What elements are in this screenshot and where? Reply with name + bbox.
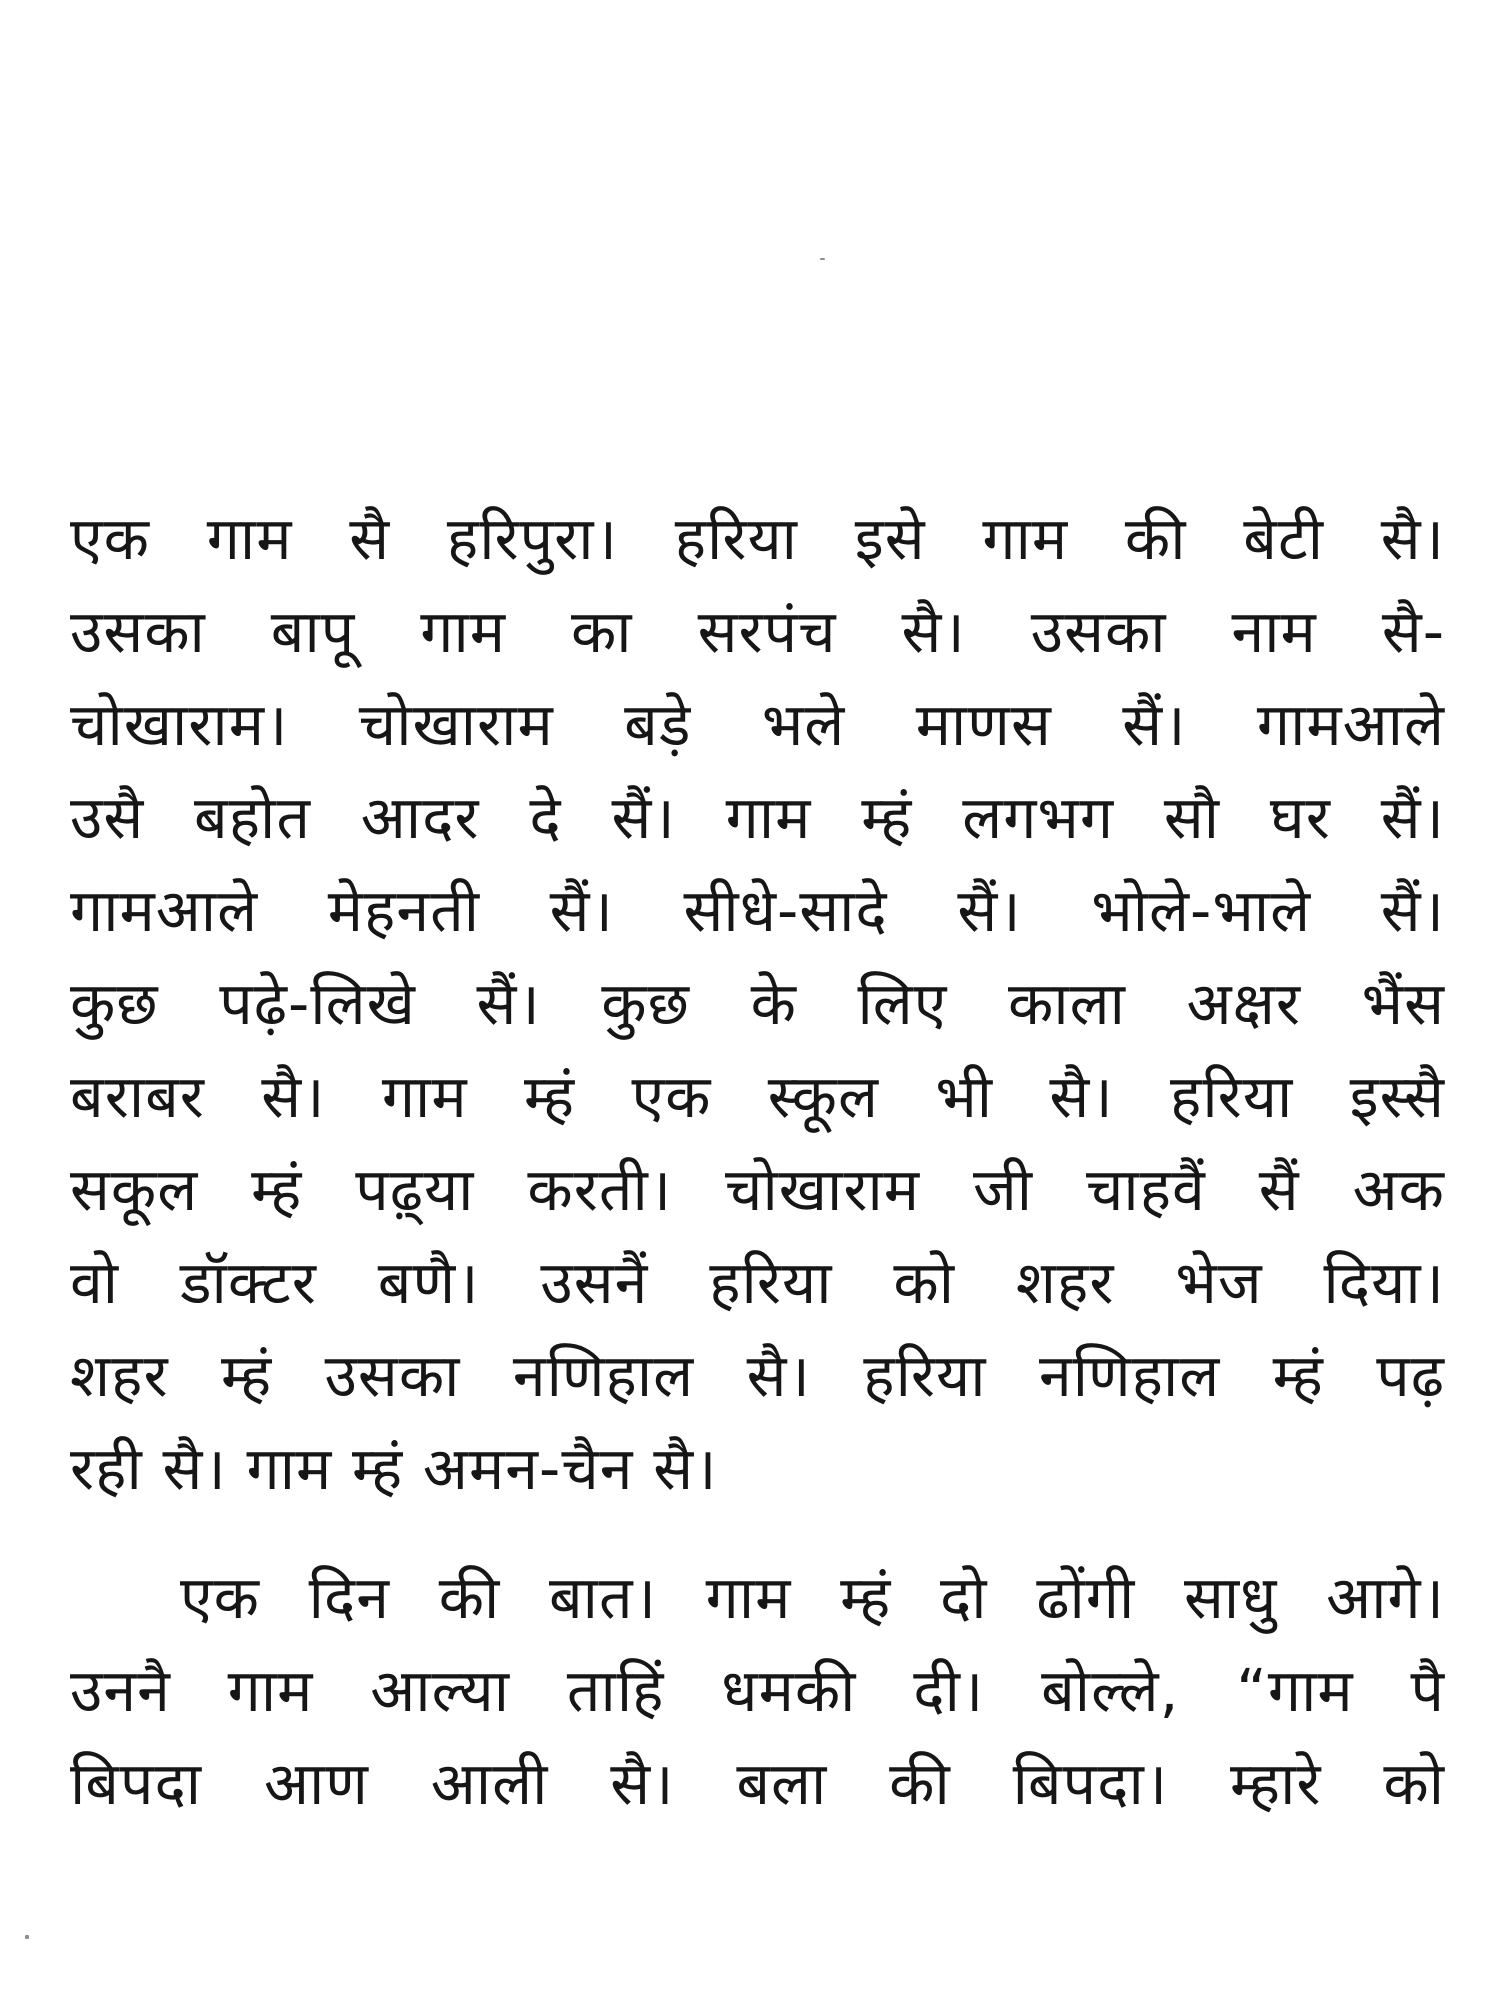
text-line: कुछ पढ़े-लिखे सैं। कुछ के लिए काला अक्षर भैंस bbox=[70, 969, 1445, 1038]
text-line: चोखाराम। चोखाराम बड़े भले माणस सैं। गामआले bbox=[70, 690, 1445, 759]
text-line: एक दिन की बात। गाम म्हं दो ढोंगी साधु आगे। bbox=[180, 1563, 1445, 1632]
text-line: शहर म्हं उसका नणिहाल सै। हरिया नणिहाल म्हं पढ़ bbox=[70, 1341, 1445, 1410]
text-line: उसका बापू गाम का सरपंच सै। उसका नाम सै- bbox=[70, 597, 1445, 666]
text-line: गामआले मेहनती सैं। सीधे-सादे सैं। भोले-भाले सैं। bbox=[70, 876, 1445, 945]
paragraph-2 bbox=[70, 1551, 1445, 1830]
text-line: बराबर सै। गाम म्हं एक स्कूल भी सै। हरिया इस्सै bbox=[70, 1062, 1445, 1131]
text-line: रही सै। गाम म्हं अमन-चैन सै। bbox=[70, 1434, 718, 1503]
text-line: एक गाम सै हरिपुरा। हरिया इसे गाम की बेटी सै। bbox=[70, 504, 1445, 573]
print-speck bbox=[25, 1935, 29, 1939]
paragraph-1 bbox=[70, 492, 1445, 1515]
text-line: वो डॉक्टर बणै। उसनैं हरिया को शहर भेज दिया। bbox=[70, 1248, 1445, 1317]
story-text bbox=[70, 492, 1445, 1830]
text-line: बिपदा आण आली सै। बला की बिपदा। म्हारे को bbox=[70, 1749, 1445, 1818]
text-line: सकूल म्हं पढ़्या करती। चोखाराम जी चाहवैं सैं अक bbox=[70, 1155, 1445, 1224]
print-speck bbox=[820, 258, 825, 260]
text-line: उसै बहोत आदर दे सैं। गाम म्हं लगभग सौ घर सैं। bbox=[70, 783, 1445, 852]
text-line: उननै गाम आल्या ताहिं धमकी दी। बोल्ले, “गाम पै bbox=[70, 1656, 1445, 1725]
